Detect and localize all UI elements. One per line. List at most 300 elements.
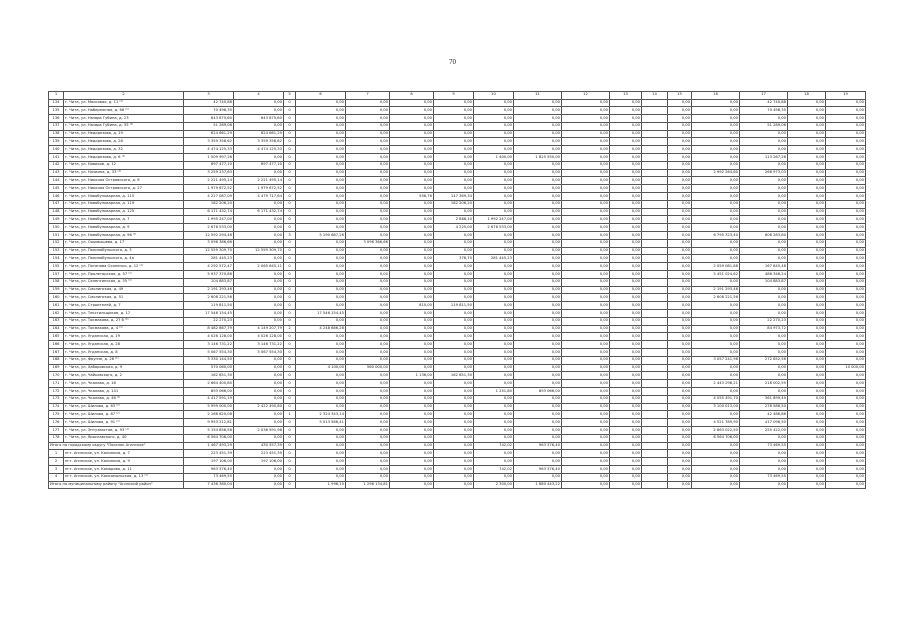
- value-cell: 0,00: [692, 122, 740, 130]
- value-cell: 0,00: [610, 239, 642, 247]
- value-cell: 5 154 856,58: [184, 426, 234, 434]
- value-cell: 0,00: [474, 325, 514, 333]
- value-cell: 0,00: [668, 317, 692, 325]
- value-cell: 0,00: [788, 169, 826, 177]
- value-cell: 0: [284, 450, 296, 458]
- value-cell: 73 469,55: [184, 473, 234, 481]
- value-cell: 0: [284, 395, 296, 403]
- value-cell: 0,00: [434, 450, 474, 458]
- value-cell: 0,00: [474, 232, 514, 240]
- value-cell: 0,00: [826, 302, 866, 310]
- address-cell: г. Чита, ул. Шилова, д. 63 ⁽¹⁾: [64, 403, 184, 411]
- row-number-cell: 168: [49, 356, 64, 364]
- value-cell: 0,00: [562, 419, 610, 427]
- value-cell: 5 067 554,30: [184, 349, 234, 357]
- value-cell: 0: [284, 317, 296, 325]
- value-cell: 0,00: [610, 185, 642, 193]
- value-cell: 0,00: [668, 208, 692, 216]
- value-cell: 624 661,29: [184, 130, 234, 138]
- value-cell: 0,00: [610, 317, 642, 325]
- value-cell: 0: [284, 286, 296, 294]
- value-cell: 0,00: [346, 317, 390, 325]
- table-row: [49, 185, 866, 193]
- value-cell: 0,00: [692, 200, 740, 208]
- value-cell: 0,00: [692, 99, 740, 107]
- value-cell: 0,00: [692, 161, 740, 169]
- value-cell: 0,00: [826, 294, 866, 302]
- value-cell: 0,00: [434, 294, 474, 302]
- value-cell: 0,00: [390, 122, 434, 130]
- value-cell: 0,00: [346, 232, 390, 240]
- value-cell: 0,00: [826, 193, 866, 201]
- value-cell: 0,00: [610, 442, 642, 450]
- value-cell: 0: [284, 130, 296, 138]
- value-cell: 0,00: [390, 294, 434, 302]
- value-cell: 0,00: [434, 395, 474, 403]
- value-cell: 0,00: [296, 426, 346, 434]
- value-cell: 0,00: [234, 473, 284, 481]
- value-cell: 0,00: [514, 239, 562, 247]
- value-cell: 0,00: [434, 185, 474, 193]
- value-cell: 0,00: [788, 200, 826, 208]
- value-cell: [642, 263, 668, 271]
- value-cell: 1: [284, 411, 296, 419]
- row-number-cell: 148: [49, 208, 64, 216]
- value-cell: 0,00: [668, 161, 692, 169]
- value-cell: 0,00: [610, 99, 642, 107]
- value-cell: 0,00: [474, 341, 514, 349]
- value-cell: 742,02: [474, 465, 514, 473]
- value-cell: 0,00: [668, 364, 692, 372]
- address-cell: г. Чита, ул. Николая Островского, д. 6: [64, 177, 184, 185]
- value-cell: 4 292 572,47: [184, 263, 234, 271]
- value-cell: 1 136,00: [390, 372, 434, 380]
- value-cell: 0,00: [562, 130, 610, 138]
- row-number-cell: 140: [49, 146, 64, 154]
- value-cell: 0,00: [390, 200, 434, 208]
- address-cell: г. Чита, ул. Новобульварная, д. 96 ⁽¹⁾: [64, 232, 184, 240]
- value-cell: 0,00: [434, 341, 474, 349]
- value-cell: 0,00: [474, 364, 514, 372]
- value-cell: 0,00: [474, 411, 514, 419]
- value-cell: 0,00: [234, 465, 284, 473]
- value-cell: 2 221 495,14: [234, 177, 284, 185]
- value-cell: 0,00: [390, 434, 434, 442]
- address-cell: г. Чита, ул. Недорезова, д. 32: [64, 146, 184, 154]
- value-cell: 0,00: [788, 232, 826, 240]
- value-cell: 2 664 400,80: [184, 380, 234, 388]
- value-cell: 0,00: [296, 177, 346, 185]
- table-row: [49, 216, 866, 224]
- value-cell: 0,00: [610, 372, 642, 380]
- value-cell: 2 676 533,00: [184, 224, 234, 232]
- value-cell: 272 852,56: [740, 356, 788, 364]
- value-cell: 0,00: [234, 356, 284, 364]
- value-cell: 0,00: [474, 146, 514, 154]
- value-cell: 104 883,87: [184, 278, 234, 286]
- value-cell: [642, 200, 668, 208]
- row-number-cell: 174: [49, 403, 64, 411]
- value-cell: 0,00: [740, 481, 788, 489]
- table-row: [49, 364, 866, 372]
- value-cell: 0,00: [668, 341, 692, 349]
- value-cell: 0,00: [296, 247, 346, 255]
- value-cell: 0,00: [562, 442, 610, 450]
- value-cell: 3 359 358,62: [234, 138, 284, 146]
- table-row: [49, 403, 866, 411]
- value-cell: 0,00: [826, 239, 866, 247]
- value-cell: 0,00: [390, 247, 434, 255]
- value-cell: 0,00: [390, 107, 434, 115]
- value-cell: 0: [284, 481, 296, 489]
- value-cell: 0,00: [692, 130, 740, 138]
- value-cell: 0,00: [346, 185, 390, 193]
- value-cell: 624 661,29: [234, 130, 284, 138]
- column-number-cell: 6: [296, 92, 346, 100]
- value-cell: 5 013 566,41: [296, 419, 346, 427]
- column-number-cell: 10: [474, 92, 514, 100]
- value-cell: 0,00: [390, 317, 434, 325]
- value-cell: 0,00: [234, 310, 284, 318]
- value-cell: 0,00: [740, 349, 788, 357]
- value-cell: [642, 278, 668, 286]
- value-cell: 0,00: [390, 380, 434, 388]
- value-cell: 0,00: [788, 154, 826, 162]
- value-cell: 4 225,00: [434, 224, 474, 232]
- value-cell: 0,00: [788, 193, 826, 201]
- value-cell: 223 451,39: [234, 450, 284, 458]
- value-cell: 0,00: [562, 317, 610, 325]
- value-cell: 0,00: [234, 364, 284, 372]
- value-cell: 0,00: [740, 341, 788, 349]
- value-cell: 73 469,55: [740, 442, 788, 450]
- value-cell: 0,00: [788, 302, 826, 310]
- value-cell: [642, 115, 668, 123]
- value-cell: 0,00: [296, 208, 346, 216]
- value-cell: 417 096,50: [740, 419, 788, 427]
- value-cell: 0,00: [296, 317, 346, 325]
- value-cell: 0,00: [434, 325, 474, 333]
- value-cell: 0,00: [668, 278, 692, 286]
- value-cell: 0,00: [610, 403, 642, 411]
- value-cell: 0: [284, 193, 296, 201]
- value-cell: 0,00: [514, 411, 562, 419]
- value-cell: 0,00: [562, 395, 610, 403]
- value-cell: 0,00: [740, 434, 788, 442]
- address-cell: г. Чита, ул. Недорезова, д. 6 ⁽¹⁾: [64, 154, 184, 162]
- value-cell: 0,00: [562, 263, 610, 271]
- value-cell: 2 191 293,46: [692, 286, 740, 294]
- value-cell: 0,00: [562, 185, 610, 193]
- value-cell: 0,00: [788, 349, 826, 357]
- value-cell: 0,00: [668, 177, 692, 185]
- value-cell: 3 100 013,00: [692, 403, 740, 411]
- address-cell: г. Чита, ул. Угданская, д. 19: [64, 333, 184, 341]
- value-cell: 0,00: [610, 465, 642, 473]
- table-row: [49, 356, 866, 364]
- value-cell: 0,00: [562, 333, 610, 341]
- row-number-cell: 150: [49, 224, 64, 232]
- value-cell: 0,00: [826, 387, 866, 395]
- value-cell: 0,00: [234, 294, 284, 302]
- value-cell: [642, 161, 668, 169]
- value-cell: 0,00: [668, 200, 692, 208]
- value-cell: 0,00: [434, 419, 474, 427]
- value-cell: 0,00: [788, 138, 826, 146]
- value-cell: 0,00: [434, 146, 474, 154]
- column-number-cell: 16: [692, 92, 740, 100]
- value-cell: 0,00: [474, 138, 514, 146]
- value-cell: [642, 458, 668, 466]
- value-cell: 0,00: [740, 146, 788, 154]
- value-cell: 0,00: [474, 349, 514, 357]
- value-cell: 4 474 125,33: [234, 146, 284, 154]
- value-cell: 0,00: [296, 271, 346, 279]
- column-number-cell: 13: [610, 92, 642, 100]
- value-cell: 963 376,40: [184, 465, 234, 473]
- value-cell: 0,00: [826, 247, 866, 255]
- value-cell: 84 973,72: [740, 325, 788, 333]
- value-cell: 0,00: [826, 458, 866, 466]
- value-cell: [642, 216, 668, 224]
- value-cell: 6 795 323,40: [692, 232, 740, 240]
- value-cell: 0,00: [434, 473, 474, 481]
- value-cell: 0,00: [474, 177, 514, 185]
- value-cell: 0,00: [668, 465, 692, 473]
- value-cell: 3 259 237,63: [184, 169, 234, 177]
- value-cell: 0,00: [788, 271, 826, 279]
- address-cell: г. Чита, ул. Ночиина, д. 33 ⁽¹⁾: [64, 169, 184, 177]
- value-cell: 2 443 298,21: [692, 380, 740, 388]
- value-cell: 0,00: [296, 349, 346, 357]
- value-cell: 0,00: [668, 325, 692, 333]
- address-cell: г. Чита, ул. Смолинская, д. 51: [64, 294, 184, 302]
- row-number-cell: 3: [49, 465, 64, 473]
- value-cell: 1 825 550,00: [514, 154, 562, 162]
- value-cell: [642, 395, 668, 403]
- value-cell: 0,00: [434, 247, 474, 255]
- value-cell: 0,00: [514, 278, 562, 286]
- value-cell: 6 171 432,74: [234, 208, 284, 216]
- value-cell: 0,00: [346, 372, 390, 380]
- value-cell: 162 851,30: [434, 372, 474, 380]
- value-cell: 0,00: [826, 255, 866, 263]
- value-cell: 0,00: [562, 271, 610, 279]
- address-cell: г. Чита, ул. Шилова, д. 91 ⁽¹⁾: [64, 419, 184, 427]
- value-cell: [642, 239, 668, 247]
- address-cell: пгт. Агинское, ул. Калинина, д. 7: [64, 450, 184, 458]
- value-cell: 2 868,10: [434, 216, 474, 224]
- value-cell: 0,00: [740, 177, 788, 185]
- row-number-cell: 170: [49, 372, 64, 380]
- value-cell: 0,00: [562, 310, 610, 318]
- value-cell: 0,00: [562, 349, 610, 357]
- value-cell: 0,00: [562, 255, 610, 263]
- value-cell: 0,00: [514, 473, 562, 481]
- value-cell: 0,00: [610, 255, 642, 263]
- value-cell: 0,00: [390, 419, 434, 427]
- value-cell: 0,00: [474, 193, 514, 201]
- value-cell: 0,00: [610, 138, 642, 146]
- value-cell: 0,00: [434, 411, 474, 419]
- value-cell: 2 608 221,56: [184, 294, 234, 302]
- value-cell: 1 979 672,52: [184, 185, 234, 193]
- value-cell: 0,00: [692, 146, 740, 154]
- table-row: [49, 349, 866, 357]
- value-cell: 0,00: [826, 271, 866, 279]
- value-cell: 0,00: [610, 434, 642, 442]
- value-cell: 0,00: [562, 200, 610, 208]
- table-row: [49, 380, 866, 388]
- value-cell: 0,00: [346, 442, 390, 450]
- value-cell: 2 166 820,08: [184, 411, 234, 419]
- value-cell: [642, 341, 668, 349]
- table-row: [49, 232, 866, 240]
- value-cell: 1 992 247,00: [474, 216, 514, 224]
- value-cell: 0,00: [562, 302, 610, 310]
- value-cell: 0: [284, 403, 296, 411]
- value-cell: 0,00: [434, 239, 474, 247]
- value-cell: 0,00: [788, 107, 826, 115]
- value-cell: [642, 154, 668, 162]
- value-cell: 0,00: [788, 395, 826, 403]
- value-cell: 0: [284, 380, 296, 388]
- value-cell: 0,00: [234, 387, 284, 395]
- address-cell: г. Чита, ул. Новобульварная, д. 9: [64, 224, 184, 232]
- value-cell: 0,00: [562, 450, 610, 458]
- address-cell: г. Чита, ул. Назара Губина, д. 23: [64, 115, 184, 123]
- value-cell: 0,00: [826, 154, 866, 162]
- value-cell: 0: [284, 372, 296, 380]
- value-cell: 0,00: [390, 224, 434, 232]
- value-cell: 4 100,00: [296, 364, 346, 372]
- value-cell: 281 445,23: [184, 255, 234, 263]
- column-number-cell: 11: [514, 92, 562, 100]
- value-cell: 0,00: [668, 310, 692, 318]
- value-cell: 0,00: [740, 450, 788, 458]
- value-cell: 3 359 358,62: [184, 138, 234, 146]
- value-cell: 0,00: [668, 387, 692, 395]
- value-cell: 0,00: [514, 341, 562, 349]
- value-cell: 0,00: [668, 294, 692, 302]
- value-cell: 0,00: [740, 302, 788, 310]
- value-cell: 0,00: [474, 99, 514, 107]
- address-cell: г. Чита, ул. Чайковского, д. 2: [64, 372, 184, 380]
- value-cell: 182 206,20: [434, 200, 474, 208]
- value-cell: 0,00: [610, 294, 642, 302]
- value-cell: 0,00: [826, 341, 866, 349]
- value-cell: 0,00: [692, 138, 740, 146]
- value-cell: 0,00: [434, 232, 474, 240]
- value-cell: 0,00: [826, 403, 866, 411]
- value-cell: 0,00: [234, 200, 284, 208]
- value-cell: [642, 193, 668, 201]
- value-cell: 0: [284, 107, 296, 115]
- row-number-cell: 176: [49, 419, 64, 427]
- value-cell: 0,00: [390, 185, 434, 193]
- value-cell: [642, 232, 668, 240]
- value-cell: 0,00: [346, 419, 390, 427]
- value-cell: 5 067 554,30: [234, 349, 284, 357]
- value-cell: 0,00: [514, 380, 562, 388]
- value-cell: 0,00: [740, 465, 788, 473]
- value-cell: 0,00: [826, 99, 866, 107]
- address-cell: г. Чита, ул. Новиков, д. 12: [64, 161, 184, 169]
- value-cell: 3 146 731,22: [234, 341, 284, 349]
- value-cell: 0,00: [296, 341, 346, 349]
- value-cell: 0,00: [692, 450, 740, 458]
- column-number-cell: 1: [49, 92, 64, 100]
- value-cell: 0,00: [514, 419, 562, 427]
- value-cell: 0,00: [788, 185, 826, 193]
- value-cell: 606 283,80: [740, 232, 788, 240]
- value-cell: [642, 349, 668, 357]
- value-cell: 1 995 247,00: [184, 216, 234, 224]
- value-cell: 560 000,00: [346, 364, 390, 372]
- value-cell: 0,00: [234, 224, 284, 232]
- value-cell: 0,00: [562, 325, 610, 333]
- value-cell: 0,00: [692, 411, 740, 419]
- value-cell: 0,00: [562, 161, 610, 169]
- value-cell: 0,00: [610, 130, 642, 138]
- column-number-cell: 5: [284, 92, 296, 100]
- value-cell: 0,00: [740, 239, 788, 247]
- column-number-cell: 7: [346, 92, 390, 100]
- value-cell: 0,00: [346, 224, 390, 232]
- value-cell: 0,00: [826, 411, 866, 419]
- value-cell: 0,00: [668, 442, 692, 450]
- row-number-cell: 149: [49, 216, 64, 224]
- page-number: 70: [449, 58, 456, 66]
- value-cell: 1 467 493,29: [184, 442, 234, 450]
- table-row: [49, 387, 866, 395]
- value-cell: 0,00: [610, 146, 642, 154]
- value-cell: 4 417 591,19: [184, 395, 234, 403]
- value-cell: 0: [284, 465, 296, 473]
- value-cell: 0,00: [474, 107, 514, 115]
- address-cell: г. Чита, ул. Полинобульского, д. 3: [64, 247, 184, 255]
- value-cell: 0,00: [296, 130, 346, 138]
- row-number-cell: 178: [49, 434, 64, 442]
- value-cell: 0,00: [514, 403, 562, 411]
- value-cell: 0,00: [514, 286, 562, 294]
- value-cell: 0,00: [788, 278, 826, 286]
- value-cell: 0,00: [788, 372, 826, 380]
- value-cell: 0,00: [390, 130, 434, 138]
- value-cell: 963 376,40: [514, 465, 562, 473]
- value-cell: 0,00: [474, 426, 514, 434]
- row-number-cell: 138: [49, 130, 64, 138]
- value-cell: 0,00: [346, 473, 390, 481]
- value-cell: 0,00: [234, 302, 284, 310]
- value-cell: 0,00: [514, 232, 562, 240]
- value-cell: [642, 450, 668, 458]
- value-cell: 0,00: [296, 442, 346, 450]
- value-cell: 0,00: [668, 481, 692, 489]
- value-cell: 5 937 370,86: [184, 271, 234, 279]
- value-cell: 0,00: [610, 247, 642, 255]
- value-cell: 0,00: [296, 154, 346, 162]
- value-cell: [642, 380, 668, 388]
- value-cell: 0,00: [346, 341, 390, 349]
- table-row: [49, 325, 866, 333]
- value-cell: 0,00: [474, 450, 514, 458]
- value-cell: 0,00: [826, 372, 866, 380]
- value-cell: 0,00: [296, 169, 346, 177]
- value-cell: 0,00: [234, 286, 284, 294]
- value-cell: [642, 169, 668, 177]
- value-cell: [642, 177, 668, 185]
